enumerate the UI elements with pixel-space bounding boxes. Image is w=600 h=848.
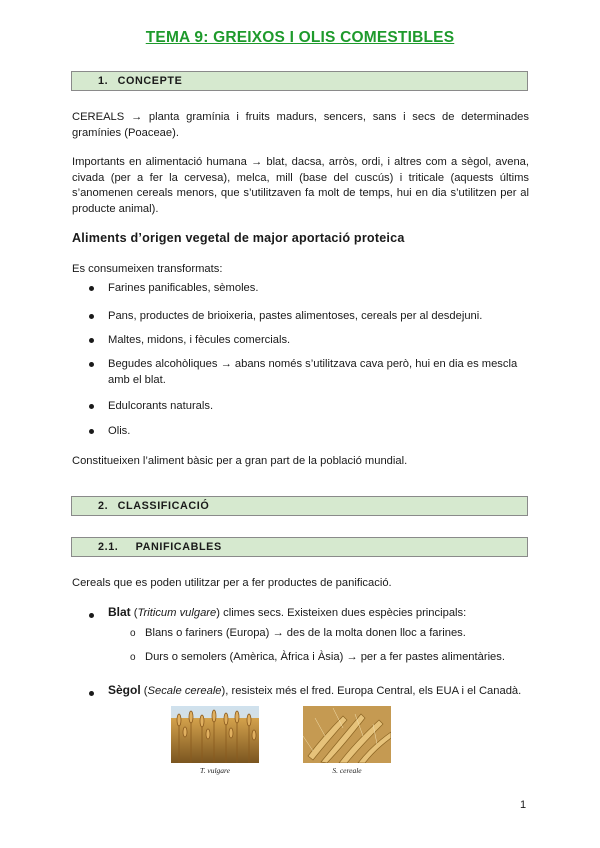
page-title: TEMA 9: GREIXOS I OLIS COMESTIBLES (145, 29, 455, 46)
section-label: CONCEPTE (117, 75, 183, 87)
section-label: CLASSIFICACIÓ (117, 500, 210, 512)
latin-name: Secale cereale (147, 685, 222, 697)
paragraph-transformed: Es consumeixen transformats: (72, 263, 223, 275)
rye-ear-image (303, 706, 391, 763)
subheading-protein: Aliments d’origen vegetal de major aportació proteica (72, 231, 405, 245)
paragraph-human-food: Importants en alimentació humana → blat, dacsa, arròs, ordi, i altres com a sègol, avena, civada (per a fer la cervesa), melca, mill (base del cuscús) i triticale (aquests últims s’anomenen cereals menors, que s’utilitzaven fa molt de temps, hui en dia s’utilitzen per al producte animal). (72, 156, 529, 215)
section-label: PANIFICABLES (135, 541, 222, 553)
paragraph-panificables-intro: Cereals que es poden utilitzar per a fer productes de panificació. (72, 577, 392, 589)
list-item-blat: Blat (Triticum vulgare) climes secs. Existeixen dues espècies principals: (108, 605, 467, 619)
list-item: Edulcorants naturals. (108, 400, 214, 412)
section-number: 1. (98, 75, 109, 87)
blat-description: climes secs. Existeixen dues espècies principals: (223, 607, 467, 619)
section-number: 2. (98, 500, 109, 512)
section-number: 2.1. (98, 541, 119, 553)
section-bar-concepte (71, 71, 528, 91)
segol-description: , resisteix més el fred. Europa Central, els EUA i el Canadà. (225, 685, 522, 697)
term-blat: Blat (108, 605, 131, 619)
list-item: Farines panificables, sèmoles. (108, 282, 259, 294)
list-item: Maltes, midons, i fècules comercials. (108, 334, 291, 346)
page-number: 1 (520, 799, 527, 811)
list-item: Olis. (108, 425, 131, 437)
paragraph-basic-food: Constitueixen l’aliment bàsic per a gran part de la població mundial. (72, 455, 408, 467)
circle-bullet-icon: o (130, 628, 136, 639)
section-bar-classificacio (71, 496, 528, 516)
list-item: Begudes alcohòliques → abans només s’utilitzava cava però, hui en dia es mescla amb el blat. (108, 358, 518, 386)
list-item: Pans, productes de brioixeria, pastes alimentoses, cereals per al desdejuni. (108, 310, 483, 322)
section-bar-panificables (71, 537, 528, 557)
sub-list-item: Blans o fariners (Europa) → des de la molta donen lloc a farines. (145, 627, 466, 639)
paragraph-cereals-definition: CEREALS → planta gramínia i fruits madurs, sencers, sans i secs de determinades gramínies (Poaceae). (72, 111, 529, 139)
latin-name: Triticum vulgare (137, 607, 217, 619)
wheat-field-image (171, 706, 259, 763)
circle-bullet-icon: o (130, 652, 136, 663)
sub-list-item: Durs o semolers (Amèrica, Àfrica i Àsia) → per a fer pastes alimentàries. (145, 651, 505, 663)
term-segol: Sègol (108, 683, 141, 697)
image-caption: S. cereale (332, 766, 362, 775)
image-caption: T. vulgare (200, 766, 230, 775)
list-item-segol: Sègol (Secale cereale), resisteix més el fred. Europa Central, els EUA i el Canadà. (108, 683, 522, 697)
